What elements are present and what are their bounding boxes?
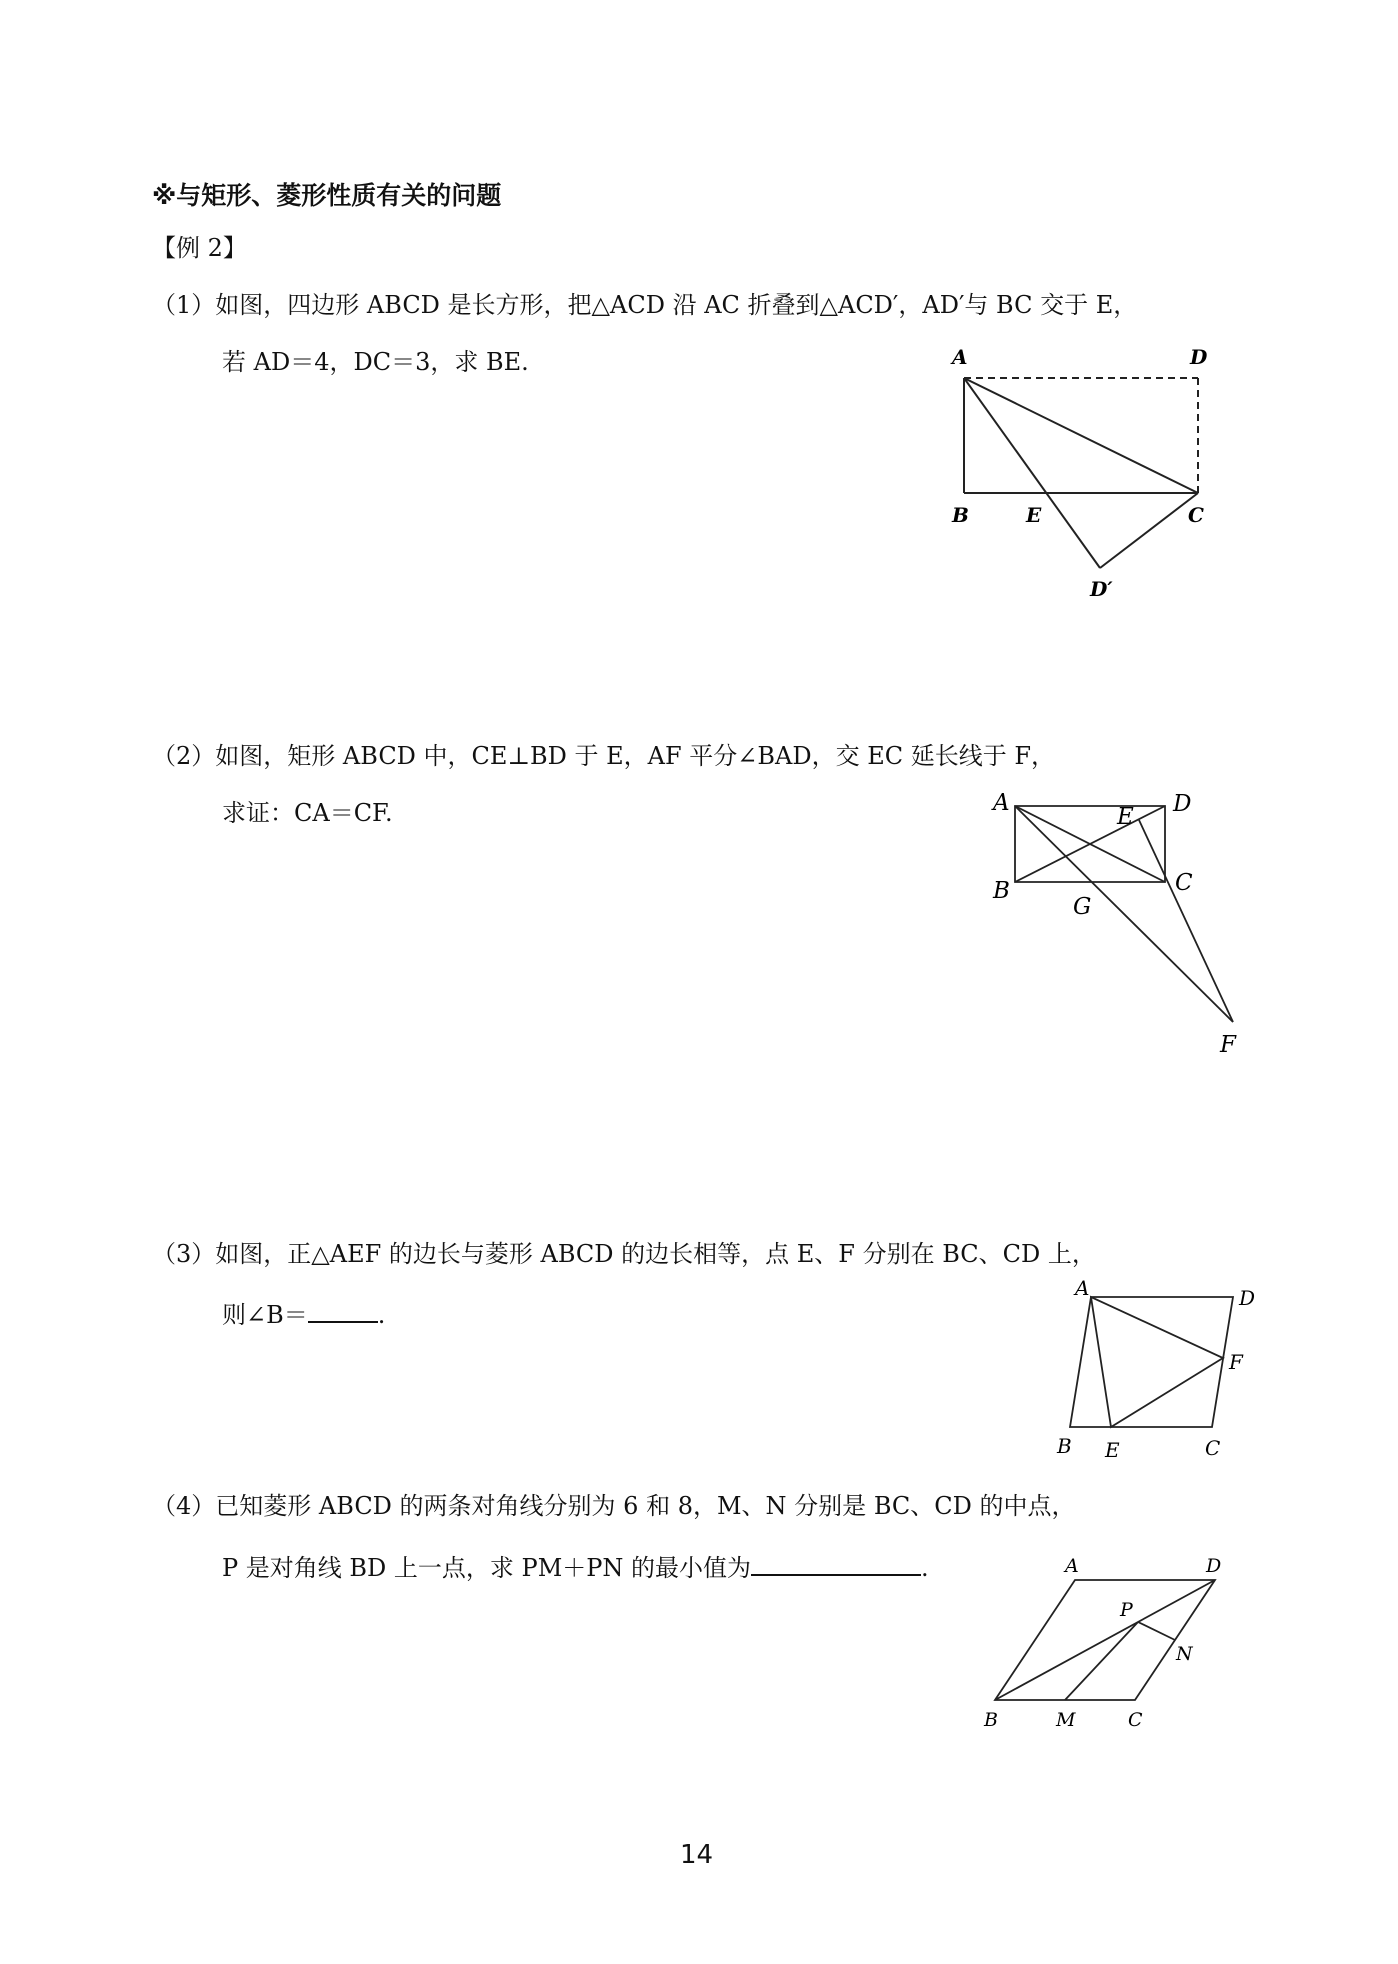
fig1-label-C: C (1188, 503, 1204, 527)
fig3-label-F: F (1229, 1350, 1243, 1374)
problem-4-period: . (921, 1554, 929, 1582)
problem-1-line-2: 若 AD＝4，DC＝3，求 BE. (222, 348, 529, 376)
fig4-label-P: P (1120, 1599, 1133, 1621)
fig1-edge-AD-prime (964, 378, 1100, 568)
fig4-label-B: B (984, 1709, 998, 1731)
fig2-line-AF (1015, 806, 1233, 1022)
problem-2-line-2: 求证：CA＝CF. (222, 799, 393, 827)
problem-3-period: . (377, 1301, 386, 1329)
fig1-label-B: B (952, 503, 969, 527)
fig4-diagonal-BD (995, 1580, 1215, 1700)
fig3-equilateral-triangle (1091, 1297, 1223, 1427)
fig1-label-D-prime: D′ (1090, 577, 1113, 601)
fig2-label-F: F (1220, 1032, 1236, 1058)
problem-2-number: （2） (152, 742, 216, 770)
figure-4-rhombus-min-path (970, 1550, 1240, 1750)
fig4-label-M: M (1056, 1709, 1076, 1731)
fig2-label-A: A (993, 790, 1010, 816)
problem-3-answer-blank (308, 1299, 378, 1323)
problem-4-answer-blank (751, 1552, 921, 1576)
fig4-segment-PM (1065, 1622, 1138, 1700)
fig3-label-C: C (1205, 1436, 1221, 1460)
fig1-label-D: D (1190, 345, 1208, 369)
fig3-label-E: E (1105, 1438, 1120, 1462)
problem-4-number: （4） (152, 1492, 216, 1520)
problem-3-line-2 (222, 1299, 385, 1327)
problem-3-line-1 (152, 1242, 1096, 1266)
page-number: 14 (680, 1840, 714, 1870)
section-title: ※与矩形、菱形性质有关的问题 (152, 181, 502, 210)
problem-3-number: （3） (152, 1240, 216, 1268)
fig2-label-B: B (993, 878, 1010, 904)
figure-3-rhombus-triangle (1045, 1275, 1275, 1475)
problem-1-number: （1） (152, 291, 216, 319)
problem-1-text: 如图，四边形 ABCD 是长方形，把△ACD 沿 AC 折叠到△ACD′，AD′与 BC 交于 E， (215, 291, 1138, 319)
fig2-label-G: G (1073, 894, 1092, 920)
fig1-edge-D-prime-C (1100, 493, 1198, 568)
problem-4-text: 已知菱形 ABCD 的两条对角线分别为 6 和 8，M、N 分别是 BC、CD 的中点， (215, 1492, 1076, 1520)
problem-2-line-1 (152, 744, 1055, 768)
fig1-label-A: A (952, 345, 968, 369)
problem-3-prompt: 则∠B＝ (222, 1301, 308, 1329)
fig4-label-A: A (1065, 1555, 1079, 1577)
example-label: 【例 2】 (152, 234, 247, 262)
fig3-label-D: D (1239, 1286, 1256, 1310)
problem-4-line-1 (152, 1494, 1076, 1518)
fig2-label-E: E (1117, 804, 1134, 830)
fig4-label-D: D (1206, 1555, 1222, 1577)
fig2-label-C: C (1175, 870, 1193, 896)
fig2-line-EF (1139, 820, 1233, 1022)
problem-4-line-2 (222, 1552, 929, 1580)
fig1-label-E: E (1026, 503, 1042, 527)
fig4-label-C: C (1128, 1709, 1143, 1731)
problem-1-line-1 (152, 293, 1137, 317)
fig4-segment-PN (1138, 1622, 1175, 1640)
figure-1-rectangle-fold (930, 340, 1250, 620)
problem-2-text: 如图，矩形 ABCD 中，CE⊥BD 于 E，AF 平分∠BAD，交 EC 延长线于 F， (215, 742, 1056, 770)
figure-2-rectangle-bisector (975, 780, 1265, 1065)
fig2-label-D: D (1173, 791, 1192, 817)
fig4-label-N: N (1176, 1643, 1193, 1665)
problem-3-text: 如图，正△AEF 的边长与菱形 ABCD 的边长相等，点 E、F 分别在 BC、CD 上， (215, 1240, 1096, 1268)
fig3-label-A: A (1075, 1276, 1090, 1300)
problem-4-prompt: P 是对角线 BD 上一点，求 PM＋PN 的最小值为 (222, 1554, 752, 1582)
fig1-diagonal-AC (964, 378, 1198, 493)
fig3-label-B: B (1057, 1434, 1072, 1458)
